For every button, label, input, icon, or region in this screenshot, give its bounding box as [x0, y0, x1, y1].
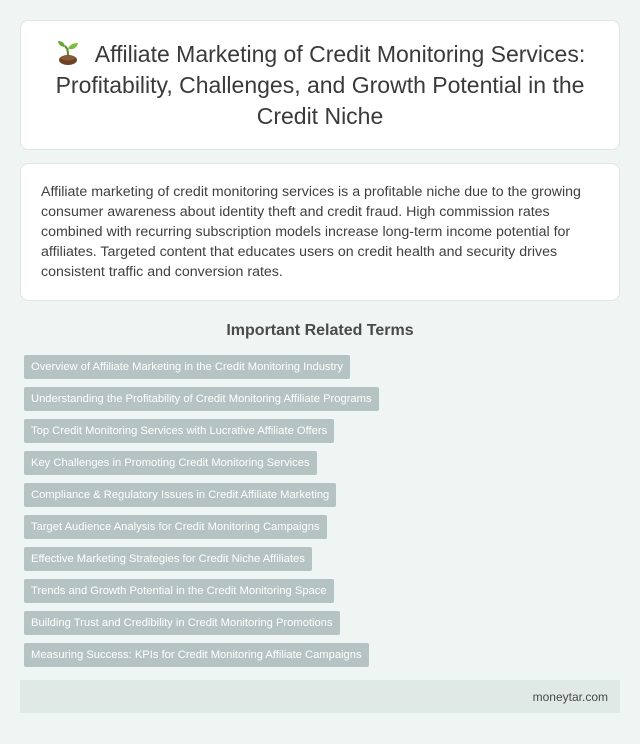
- related-term-tag[interactable]: Key Challenges in Promoting Credit Monitoring Services: [24, 451, 317, 475]
- footer-site-link[interactable]: moneytar.com: [532, 689, 608, 704]
- title-card: [20, 20, 620, 150]
- page-title: [51, 39, 589, 132]
- sprout-icon: [55, 40, 81, 66]
- related-term-tag[interactable]: Trends and Growth Potential in the Credit Monitoring Space: [24, 579, 334, 603]
- related-term-tag[interactable]: Understanding the Profitability of Credit Monitoring Affiliate Programs: [24, 387, 379, 411]
- related-term-tag[interactable]: Effective Marketing Strategies for Credit Niche Affiliates: [24, 547, 312, 571]
- related-term-tag[interactable]: Measuring Success: KPIs for Credit Monitoring Affiliate Campaigns: [24, 643, 369, 667]
- summary-card: [20, 163, 620, 301]
- related-term-tag[interactable]: Top Credit Monitoring Services with Lucrative Affiliate Offers: [24, 419, 334, 443]
- related-term-tag[interactable]: Building Trust and Credibility in Credit Monitoring Promotions: [24, 611, 340, 635]
- page-title-text: Affiliate Marketing of Credit Monitoring Services: Profitability, Challenges, and Growth Potential in the Credit Niche: [55, 40, 586, 129]
- related-terms-heading: Important Related Terms: [226, 322, 414, 339]
- related-terms-list: [20, 355, 620, 667]
- footer: [20, 680, 620, 713]
- related-term-tag[interactable]: Overview of Affiliate Marketing in the Credit Monitoring Industry: [24, 355, 350, 379]
- related-term-tag[interactable]: Compliance & Regulatory Issues in Credit Affiliate Marketing: [24, 483, 336, 507]
- summary-text: Affiliate marketing of credit monitoring services is a profitable niche due to the growing consumer awareness about identity theft and credit fraud. High commission rates combined with recurring subscription models increase long-term income potential for affiliates. Targeted content that educates users on credit health and security drives consistent traffic and conversion rates.: [41, 184, 581, 280]
- related-term-tag[interactable]: Target Audience Analysis for Credit Monitoring Campaigns: [24, 515, 327, 539]
